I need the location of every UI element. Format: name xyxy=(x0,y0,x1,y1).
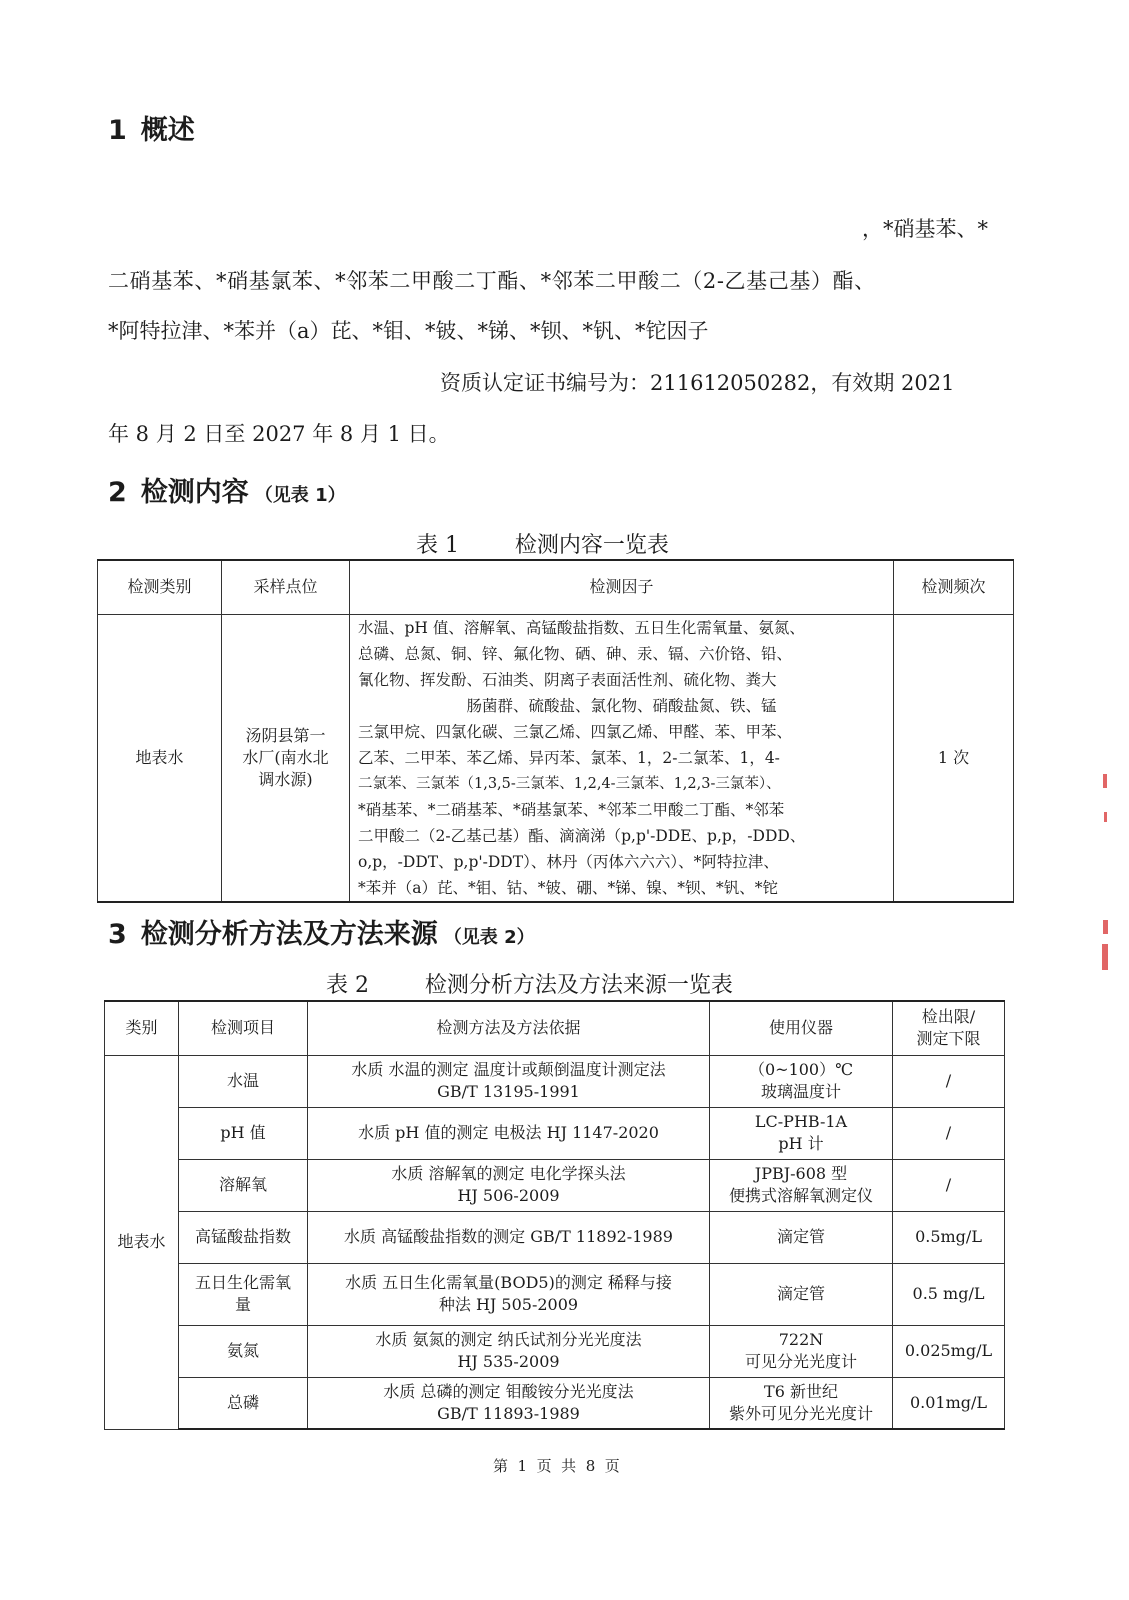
cell-item xyxy=(179,1263,308,1325)
factor-line: 总磷、总氮、铜、锌、氟化物、硒、砷、汞、镉、六价铬、铅、 xyxy=(358,644,793,663)
header-category: 检测类别 xyxy=(98,560,222,614)
cell-item: 水温 xyxy=(179,1055,308,1107)
cell-limit: / xyxy=(893,1159,1005,1211)
instrument-line: JPBJ-608 型 xyxy=(754,1164,848,1183)
cell-category: 地表水 xyxy=(105,1055,179,1429)
instrument-line: 可见分光光度计 xyxy=(744,1352,857,1371)
cell-item: 高锰酸盐指数 xyxy=(179,1211,308,1263)
section-title: 检测内容 xyxy=(140,477,249,508)
header-category: 类别 xyxy=(105,1001,179,1055)
cell-method xyxy=(308,1325,710,1377)
cell-instrument xyxy=(710,1263,893,1325)
header-instrument: 使用仪器 xyxy=(710,1001,893,1055)
cell-item: pH 值 xyxy=(179,1107,308,1159)
header-limit-line: 检出限/ xyxy=(921,1007,976,1027)
instrument-line: 紫外可见分光光度计 xyxy=(728,1403,873,1423)
method-line: 水质 总磷的测定 钼酸铵分光光度法 xyxy=(383,1381,634,1401)
cell-factors xyxy=(350,614,894,902)
site-line: 调水源) xyxy=(258,769,313,789)
method-line: GB/T 13195-1991 xyxy=(437,1082,580,1101)
page-footer: 第 1 页 共 8 页 xyxy=(493,1457,620,1475)
instrument-line: 玻璃温度计 xyxy=(760,1082,841,1101)
factor-line: 三氯甲烷、四氯化碳、三氯乙烯、四氯乙烯、甲醛、苯、甲苯、 xyxy=(358,722,793,741)
instrument-line: T6 新世纪 xyxy=(764,1381,838,1401)
item-line: 量 xyxy=(234,1295,251,1314)
cell-method xyxy=(308,1263,710,1325)
factor-line: o,p，-DDT、p,p'-DDT）、林丹（丙体六六六）、*阿特拉津、 xyxy=(358,852,779,871)
cell-method xyxy=(308,1159,710,1211)
cell-instrument xyxy=(710,1325,893,1377)
cell-instrument xyxy=(710,1211,893,1263)
cell-method xyxy=(308,1107,710,1159)
factor-line: *硝基苯、*二硝基苯、*硝基氯苯、*邻苯二甲酸二丁酯、*邻苯 xyxy=(358,800,785,819)
factor-line: 肠菌群、硫酸盐、氯化物、硝酸盐氮、铁、锰 xyxy=(466,696,777,715)
cell-instrument xyxy=(710,1377,893,1429)
cell-instrument xyxy=(710,1107,893,1159)
method-line: 水质 pH 值的测定 电极法 HJ 1147-2020 xyxy=(358,1123,659,1142)
item-line: 五日生化需氧 xyxy=(194,1273,291,1292)
cell-limit: / xyxy=(893,1107,1005,1159)
site-line: 汤阴县第一 xyxy=(245,725,326,745)
factor-line: *苯并（a）芘、*钼、钴、*铍、硼、*锑、镍、*钡、*钒、*铊 xyxy=(358,878,778,897)
site-line: 水厂(南水北 xyxy=(242,747,329,767)
cell-limit: / xyxy=(893,1055,1005,1107)
paragraph-line: 二硝基苯、*硝基氯苯、*邻苯二甲酸二丁酯、*邻苯二甲酸二（2-乙基己基）酯、 xyxy=(108,269,876,293)
paragraph-line: *阿特拉津、*苯并（a）芘、*钼、*铍、*锑、*钡、*钒、*铊因子 xyxy=(108,319,709,343)
seal-edge-mark xyxy=(1102,944,1108,970)
instrument-line: 滴定管 xyxy=(776,1227,825,1246)
cell-limit: 0.5 mg/L xyxy=(893,1263,1005,1325)
section-3-heading xyxy=(108,912,535,951)
cell-item: 氨氮 xyxy=(179,1325,308,1377)
instrument-line: 722N xyxy=(778,1330,824,1349)
cell-sampling-site xyxy=(222,614,350,902)
method-line: HJ 506-2009 xyxy=(457,1186,560,1205)
method-line: 种法 HJ 505-2009 xyxy=(438,1295,579,1314)
paragraph-line: 年 8 月 2 日至 2027 年 8 月 1 日。 xyxy=(108,422,450,446)
factor-line: 水温、pH 值、溶解氧、高锰酸盐指数、五日生化需氧量、氨氮、 xyxy=(358,618,805,637)
header-item: 检测项目 xyxy=(179,1001,308,1055)
header-sampling-site: 采样点位 xyxy=(222,560,350,614)
instrument-line: LC-PHB-1A xyxy=(754,1112,848,1131)
seal-edge-mark xyxy=(1104,812,1107,822)
section-number: 1 xyxy=(108,115,127,146)
factor-line: 二氯苯、三氯苯（1,3,5-三氯苯、1,2,4-三氯苯、1,2,3-三氯苯）、 xyxy=(358,775,781,792)
table-1 xyxy=(97,559,1014,903)
cell-frequency: 1 次 xyxy=(894,614,1014,902)
section-title: 概述 xyxy=(140,115,195,146)
instrument-line: （0~100）℃ xyxy=(748,1060,854,1079)
cell-item: 溶解氧 xyxy=(179,1159,308,1211)
instrument-line: pH 计 xyxy=(778,1134,824,1153)
section-number: 3 xyxy=(108,919,127,950)
cell-limit: 0.025mg/L xyxy=(893,1325,1005,1377)
factor-line: 二甲酸二（2-乙基己基）酯、滴滴涕（p,p'-DDE、p,p，-DDD、 xyxy=(358,826,806,845)
cell-instrument xyxy=(710,1159,893,1211)
method-line: 水质 五日生化需氧量(BOD5)的测定 稀释与接 xyxy=(345,1273,672,1292)
method-line: 水质 氨氮的测定 纳氏试剂分光光度法 xyxy=(375,1330,642,1349)
header-frequency: 检测频次 xyxy=(894,560,1014,614)
header-limit xyxy=(893,1001,1005,1055)
factor-line: 氰化物、挥发酚、石油类、阴离子表面活性剂、硫化物、粪大 xyxy=(358,670,777,689)
paragraph-line: 资质认定证书编号为：211612050282，有效期 2021 xyxy=(440,371,955,395)
table-reference: （见表 1） xyxy=(254,485,346,506)
table-1-caption: 表 1 检测内容一览表 xyxy=(416,533,669,558)
table-2 xyxy=(104,1000,1005,1430)
cell-item: 总磷 xyxy=(179,1377,308,1429)
method-line: 水质 溶解氧的测定 电化学探头法 xyxy=(391,1164,626,1183)
method-line: GB/T 11893-1989 xyxy=(437,1403,580,1423)
header-factors: 检测因子 xyxy=(350,560,894,614)
method-line: 水质 高锰酸盐指数的测定 GB/T 11892-1989 xyxy=(344,1227,673,1246)
section-2-heading xyxy=(108,470,346,509)
cell-category: 地表水 xyxy=(98,614,222,902)
cell-instrument xyxy=(710,1055,893,1107)
section-number: 2 xyxy=(108,477,127,508)
cell-method xyxy=(308,1377,710,1429)
cell-method xyxy=(308,1055,710,1107)
seal-edge-mark xyxy=(1103,920,1108,934)
paragraph-line: ，*硝基苯、* xyxy=(862,217,988,241)
cell-method xyxy=(308,1211,710,1263)
method-line: HJ 535-2009 xyxy=(457,1352,560,1371)
cell-limit: 0.5mg/L xyxy=(893,1211,1005,1263)
seal-edge-mark xyxy=(1103,774,1107,788)
method-line: 水质 水温的测定 温度计或颠倒温度计测定法 xyxy=(351,1060,666,1079)
header-method: 检测方法及方法依据 xyxy=(308,1001,710,1055)
table-2-caption: 表 2 检测分析方法及方法来源一览表 xyxy=(326,973,733,998)
cell-limit: 0.01mg/L xyxy=(893,1377,1005,1429)
header-limit-line: 测定下限 xyxy=(916,1029,981,1049)
instrument-line: 便携式溶解氧测定仪 xyxy=(728,1186,873,1205)
section-1-heading xyxy=(108,108,195,147)
factor-line: 乙苯、二甲苯、苯乙烯、异丙苯、氯苯、1，2-二氯苯、1，4- xyxy=(358,748,780,767)
section-title: 检测分析方法及方法来源 xyxy=(140,919,438,950)
table-reference: （见表 2） xyxy=(443,927,535,948)
instrument-line: 滴定管 xyxy=(776,1284,825,1303)
